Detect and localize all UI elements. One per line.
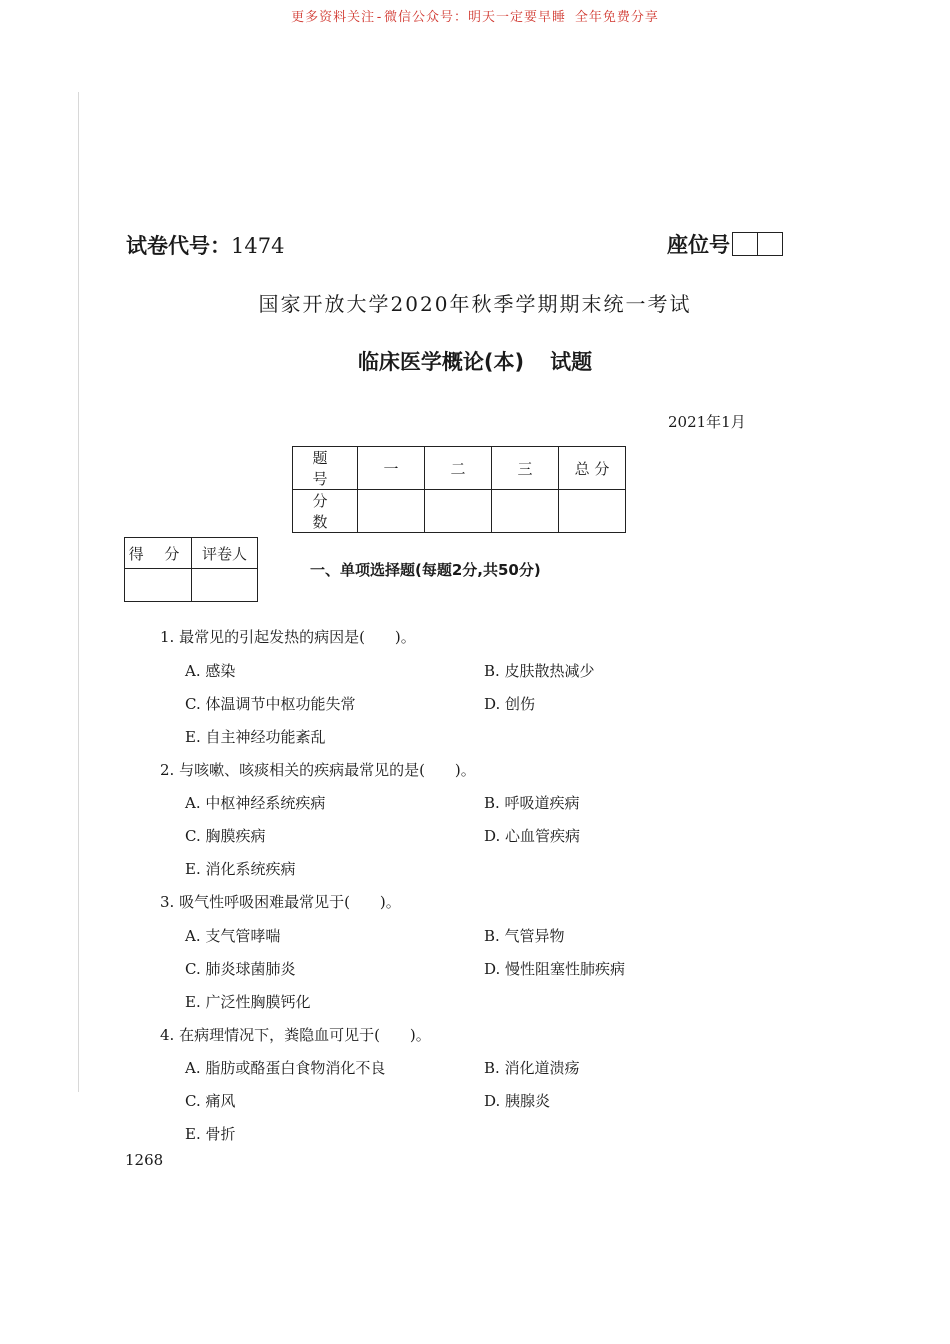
question-stem: 2. 与咳嗽、咳痰相关的疾病最常见的是( )。 — [160, 761, 476, 779]
grader-name-label: 评卷人 — [192, 538, 258, 569]
score-table-header-row — [293, 447, 626, 490]
score-cell-1[interactable] — [358, 490, 425, 533]
score-table — [292, 446, 626, 533]
grader-score-label: 得 分 — [125, 538, 192, 569]
question-option: E. 消化系统疾病 — [185, 860, 296, 878]
question-number-label: 题 号 — [293, 447, 358, 490]
question-option: E. 骨折 — [185, 1125, 236, 1143]
seat-number-boxes — [732, 232, 783, 256]
question-option: D. 慢性阻塞性肺疾病 — [484, 960, 626, 978]
grader-name-cell[interactable] — [192, 569, 258, 602]
question-option: B. 消化道溃疡 — [484, 1059, 580, 1077]
score-col-total: 总 分 — [559, 447, 626, 490]
grader-table-header-row — [125, 538, 258, 569]
seat-number-label: 座位号 — [667, 233, 730, 257]
grader-score-cell[interactable] — [125, 569, 192, 602]
question-option: D. 胰腺炎 — [484, 1092, 551, 1110]
question-option: A. 脂肪或酪蛋白食物消化不良 — [185, 1059, 386, 1077]
score-cell-total[interactable] — [559, 490, 626, 533]
grader-table-value-row — [125, 569, 258, 602]
question-option: C. 痛风 — [185, 1092, 236, 1110]
question-option: A. 支气管哮喘 — [185, 927, 281, 945]
exam-code — [126, 230, 284, 260]
page-number: 1268 — [125, 1151, 164, 1169]
question-option: B. 呼吸道疾病 — [484, 794, 580, 812]
question-option: B. 气管异物 — [484, 927, 565, 945]
seat-box-2 — [758, 232, 783, 256]
top-banner: 更多资料关注-微信公众号：明天一定要早睡 全年免费分享 — [291, 10, 659, 25]
question-option: D. 创伤 — [484, 695, 536, 713]
question-option: E. 自主神经功能紊乱 — [185, 728, 326, 746]
question-stem: 1. 最常见的引起发热的病因是( )。 — [160, 628, 416, 646]
question-option: C. 胸膜疾病 — [185, 827, 266, 845]
score-col-1: 一 — [358, 447, 425, 490]
grader-table — [124, 537, 258, 602]
question-stem: 4. 在病理情况下，粪隐血可见于( )。 — [160, 1026, 431, 1044]
question-option: C. 肺炎球菌肺炎 — [185, 960, 296, 978]
section-title: 一、单项选择题(每题2分,共50分) — [310, 561, 541, 579]
paper-kind: 试题 — [550, 350, 593, 374]
score-col-2: 二 — [425, 447, 492, 490]
seat-box-1 — [732, 232, 758, 256]
question-option: A. 感染 — [185, 662, 236, 680]
exam-title: 国家开放大学2020年秋季学期期末统一考试 — [258, 292, 692, 316]
score-col-3: 三 — [492, 447, 559, 490]
course-title — [0, 346, 950, 376]
scan-margin-line — [78, 92, 79, 1092]
question-option: E. 广泛性胸膜钙化 — [185, 993, 311, 1011]
score-label: 分 数 — [293, 490, 358, 533]
question-option: A. 中枢神经系统疾病 — [185, 794, 326, 812]
question-option: B. 皮肤散热减少 — [484, 662, 595, 680]
question-option: C. 体温调节中枢功能失常 — [185, 695, 356, 713]
exam-code-label: 试卷代号： — [126, 234, 231, 258]
score-cell-3[interactable] — [492, 490, 559, 533]
exam-date: 2021年1月 — [668, 413, 746, 431]
exam-code-value: 1474 — [231, 234, 285, 258]
score-cell-2[interactable] — [425, 490, 492, 533]
seat-number — [667, 229, 783, 259]
course-name: 临床医学概论(本) — [357, 350, 525, 374]
question-stem: 3. 吸气性呼吸困难最常见于( )。 — [160, 893, 401, 911]
question-option: D. 心血管疾病 — [484, 827, 581, 845]
score-table-value-row — [293, 490, 626, 533]
